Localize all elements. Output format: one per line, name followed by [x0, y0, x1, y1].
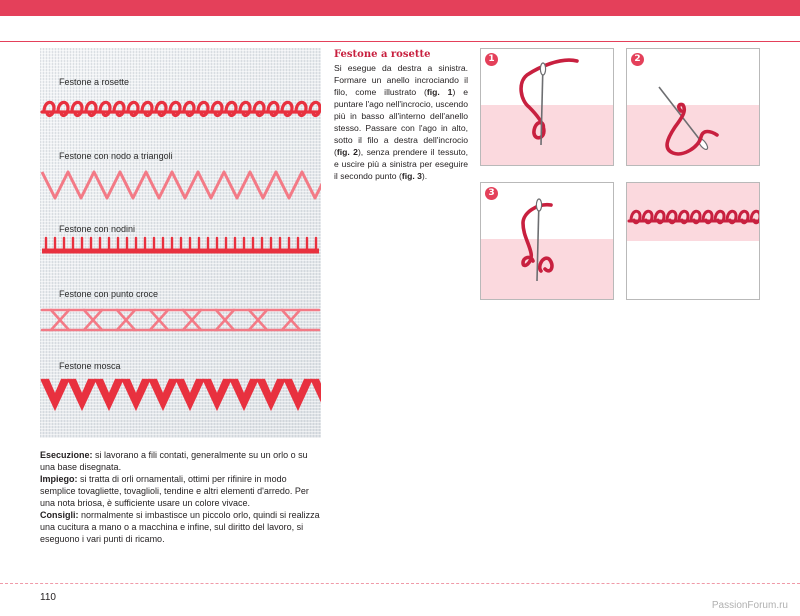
top-color-band — [0, 0, 800, 16]
figure-1-number: 1 — [485, 53, 498, 66]
figure-2 — [626, 48, 760, 166]
fig-ref-3: fig. 3 — [401, 171, 422, 181]
figure-result — [626, 182, 760, 300]
instr-text-3: ), senza prendere il tessuto, e uscire più a sinistra per eseguire il secondo punto ( — [334, 147, 468, 181]
consigli-text: normalmente si imbastisce un piccolo orlo, quindi si realizza una cucitura a mano o a macchina e infine, sul diritto del lavoro, si eseguono i vari punti di ricamo. — [40, 510, 320, 544]
triangle-stitch-row — [42, 172, 321, 198]
stitch-samples-photo — [40, 48, 321, 438]
impiego-paragraph — [40, 473, 324, 509]
impiego-label: Impiego: — [40, 474, 78, 484]
page-number: 110 — [40, 592, 56, 603]
rosette-stitch-row — [42, 102, 320, 115]
watermark: PassionForum.ru — [711, 600, 788, 611]
label-rosette: Festone a rosette — [59, 77, 130, 87]
instr-text-2: ) e puntare l'ago nell'incrocio, uscendo più in basso all'interno dell'anello stesso. Passare con l'ago in alto, sotto il filo a destra dell'incrocio ( — [334, 87, 468, 157]
instructions-title: Festone a rosette — [334, 49, 431, 60]
esecuzione-label: Esecuzione: — [40, 450, 93, 460]
fly-stitch-row — [42, 380, 321, 408]
esecuzione-text: si lavorano a fili contati, generalmente su un orlo o su una base disegnata. — [40, 450, 308, 472]
figure-3-number: 3 — [485, 187, 498, 200]
fig-ref-1: fig. 1 — [426, 87, 453, 97]
figure-3 — [480, 182, 614, 300]
label-triangle: Festone con nodo a triangoli — [59, 151, 173, 161]
figure-2-drawing — [627, 49, 759, 165]
figure-1-drawing — [481, 49, 613, 165]
consigli-paragraph — [40, 509, 324, 545]
consigli-label: Consigli: — [40, 510, 79, 520]
label-knots: Festone con nodini — [59, 224, 136, 234]
stitch-samples-illustration — [40, 48, 321, 438]
label-fly: Festone mosca — [59, 361, 121, 371]
knot-stitch-row — [42, 238, 319, 251]
figure-2-number: 2 — [631, 53, 644, 66]
header-rule — [0, 41, 800, 42]
instr-text-1: Si esegue da destra a sinistra. Formare un anello incrociando il filo, come illustrato ( — [334, 63, 468, 97]
label-cross: Festone con punto croce — [59, 289, 159, 299]
instr-text-4: ). — [421, 171, 428, 181]
impiego-text: si tratta di orli ornamentali, ottimi per rifinire in modo semplice tovagliette, tovaglioli, tendine e altri elementi d'arredo. Per una nota briosa, è sufficiente usare un colore vivace. — [40, 474, 309, 508]
instructions-text — [334, 62, 468, 182]
fig-ref-2: fig. 2 — [336, 147, 358, 157]
result-rosette-drawing — [627, 183, 759, 299]
cross-stitch-row — [42, 310, 319, 330]
esecuzione-paragraph — [40, 449, 324, 473]
figure-1 — [480, 48, 614, 166]
technique-description — [40, 449, 324, 545]
instructions-column — [334, 48, 468, 182]
figure-3-drawing — [481, 183, 613, 299]
footer-dashed-rule — [0, 583, 800, 584]
